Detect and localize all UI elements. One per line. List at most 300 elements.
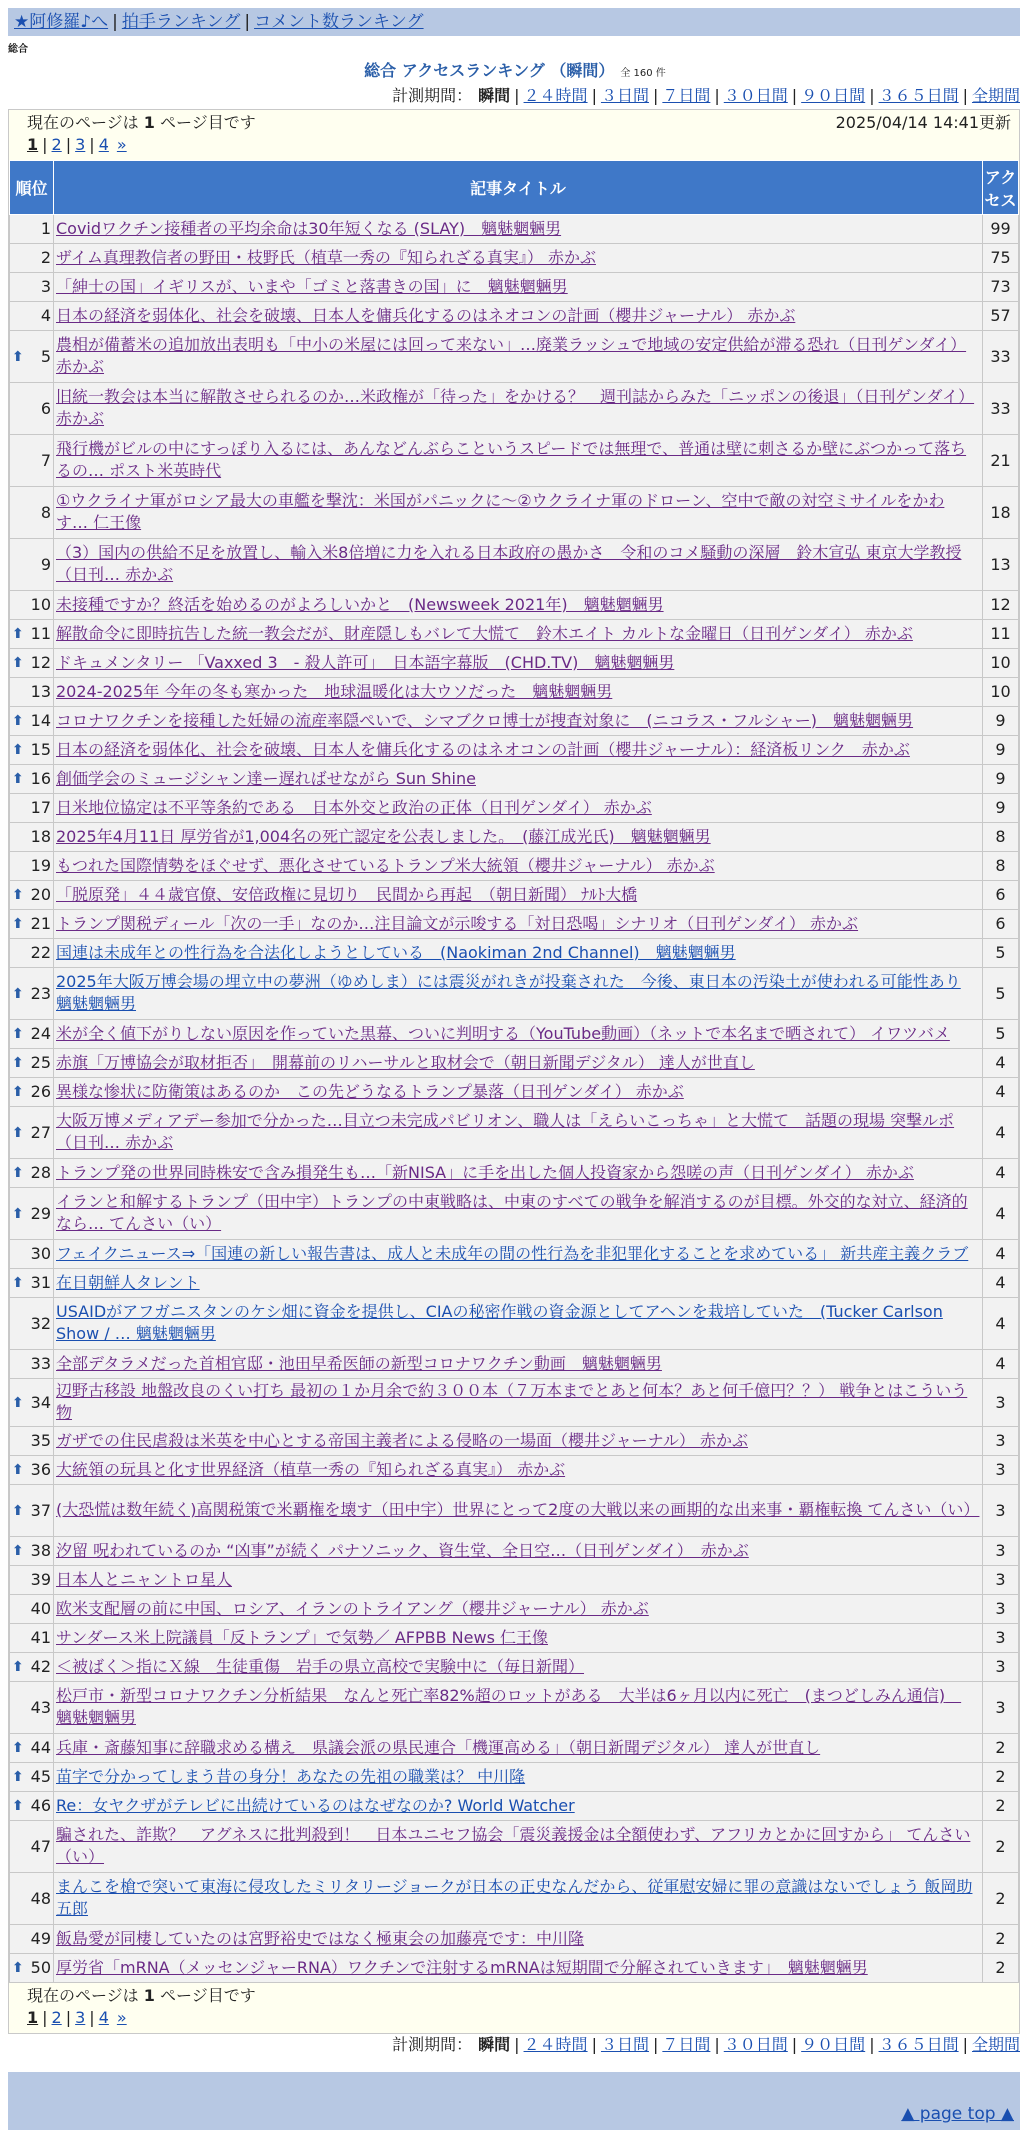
rank-cell xyxy=(10,881,54,910)
title-cell xyxy=(54,1269,983,1298)
access-count: 4 xyxy=(983,1188,1019,1240)
header-access: アクセス xyxy=(983,161,1019,215)
access-count: 5 xyxy=(983,939,1019,968)
table-row xyxy=(10,1954,1019,1983)
rank-number: 45 xyxy=(30,1767,51,1786)
title-cell xyxy=(54,1925,983,1954)
rank-number: 49 xyxy=(30,1929,51,1948)
pager-link-2[interactable]: 2 xyxy=(51,2008,62,2027)
nav-link-asyura[interactable]: ★阿修羅♪へ xyxy=(14,12,109,32)
pager-link-3[interactable]: 3 xyxy=(75,2008,86,2027)
article-title-link[interactable]: 大統領の玩具と化す世界経済（植草一秀の『知られざる真実』） 赤かぶ xyxy=(56,1459,566,1479)
access-count: 3 xyxy=(983,1485,1019,1537)
rank-number: 30 xyxy=(30,1244,51,1263)
table-row xyxy=(10,620,1019,649)
table-row xyxy=(10,1485,1019,1537)
rank-number: 29 xyxy=(30,1203,51,1223)
page-top-link[interactable]: ▲ page top ▲ xyxy=(901,2104,1014,2124)
article-title-link[interactable]: 国連は未成年との性行為を合法化しようとしている (Naokiman 2nd Channel) 魑魅魍魎男 xyxy=(56,942,736,962)
article-title-link[interactable]: ガザでの住民虐殺は米英を中心とする帝国主義者による侵略の一場面（櫻井ジャーナル） 赤かぶ xyxy=(56,1430,748,1450)
pagination-top: 1 | 2 | 3 | 4 » xyxy=(9,134,1019,160)
rank-number: 42 xyxy=(30,1657,51,1676)
period-link-90d[interactable]: ９０日間 xyxy=(801,86,866,105)
rank-cell xyxy=(10,1269,54,1298)
article-title-link[interactable]: もつれた国際情勢をほぐせず、悪化させているトランプ米大統領（櫻井ジャーナル） 赤かぶ xyxy=(56,855,715,875)
title-cell xyxy=(54,1954,983,1983)
rank-number: 8 xyxy=(40,502,51,522)
rank-number: 13 xyxy=(30,682,51,701)
rank-number: 27 xyxy=(30,1122,51,1142)
rank-cell xyxy=(10,302,54,331)
category-tag: 総合 xyxy=(8,44,28,55)
article-title-link[interactable]: 創価学会のミュージシャン達ー遅ればせながら Sun Shine xyxy=(56,768,476,788)
table-row xyxy=(10,1873,1019,1925)
rank-up-arrow-icon: ⬆ xyxy=(12,1165,24,1181)
article-title-link[interactable]: 2025年大阪万博会場の埋立中の夢洲（ゆめしま）には震災がれきが投棄された 今後、東日本の汚染土が使われる可能性あり 魑魅魍魎男 xyxy=(56,972,961,1013)
rank-number: 19 xyxy=(30,856,51,875)
rank-number: 41 xyxy=(30,1628,51,1647)
pager-link-4[interactable]: 4 xyxy=(98,135,109,154)
table-row xyxy=(10,591,1019,620)
rank-number: 28 xyxy=(30,1163,51,1182)
rank-cell xyxy=(10,1188,54,1240)
ranking-table xyxy=(9,160,1019,1983)
period-link-3d[interactable]: ３日間 xyxy=(600,2035,649,2054)
table-row xyxy=(10,1763,1019,1792)
table-row xyxy=(10,1240,1019,1269)
article-title-link[interactable]: 飯島愛が同棲していたのは宮野裕史ではなく極東会の加藤亮です：中川隆 xyxy=(56,1928,585,1948)
table-row xyxy=(10,435,1019,487)
rank-cell xyxy=(10,1107,54,1159)
title-cell xyxy=(54,620,983,649)
rank-cell xyxy=(10,215,54,244)
access-count: 13 xyxy=(983,539,1019,591)
title-cell xyxy=(54,1020,983,1049)
article-title-link[interactable]: 松戸市・新型コロナワクチン分析結果 なんと死亡率82%超のロットがある 大半は6ヶ月以内に死亡 (まつどしみん通信) 魑魅魍魎男 xyxy=(56,1686,962,1727)
current-page-text: 現在のページは 1 ページ目です xyxy=(27,113,256,132)
access-count: 11 xyxy=(983,620,1019,649)
access-count: 8 xyxy=(983,852,1019,881)
access-count: 9 xyxy=(983,736,1019,765)
rank-cell xyxy=(10,1379,54,1427)
access-count: 12 xyxy=(983,591,1019,620)
access-count: 33 xyxy=(983,331,1019,383)
title-cell xyxy=(54,244,983,273)
title-cell xyxy=(54,910,983,939)
article-title-link[interactable]: （3）国内の供給不足を放置し、輸入米8倍増に力を入れる日本政府の愚かさ 令和のコメ騒動の深層 鈴木宣弘 東京大学教授（日刊… 赤かぶ xyxy=(56,543,962,584)
rank-cell xyxy=(10,1427,54,1456)
access-count: 73 xyxy=(983,273,1019,302)
rank-up-arrow-icon: ⬆ xyxy=(12,1394,24,1411)
access-count: 3 xyxy=(983,1595,1019,1624)
title-cell xyxy=(54,881,983,910)
rank-cell xyxy=(10,823,54,852)
table-row xyxy=(10,1566,1019,1595)
article-title-link[interactable]: 農相が備蓄米の追加放出表明も「中小の米屋には回って来ない」…廃業ラッシュで地域の安定供給が滞る恐れ（日刊ゲンダイ） 赤かぶ xyxy=(56,335,967,376)
rank-number: 26 xyxy=(30,1082,51,1101)
pager-link-4[interactable]: 4 xyxy=(98,2008,109,2027)
title-cell xyxy=(54,1427,983,1456)
access-count: 3 xyxy=(983,1379,1019,1427)
article-title-link[interactable]: 異様な惨状に防衛策はあるのか この先どうなるトランプ暴落（日刊ゲンダイ） 赤かぶ xyxy=(56,1081,684,1101)
table-row xyxy=(10,1537,1019,1566)
rank-number: 16 xyxy=(30,769,51,788)
rank-cell xyxy=(10,1159,54,1188)
rank-number: 37 xyxy=(30,1500,51,1520)
table-row xyxy=(10,1298,1019,1350)
rank-number: 38 xyxy=(30,1541,51,1560)
page-info xyxy=(9,110,1019,134)
table-row xyxy=(10,823,1019,852)
table-row xyxy=(10,1350,1019,1379)
period-link-all[interactable]: 全期間 xyxy=(971,2035,1020,2054)
table-row xyxy=(10,1456,1019,1485)
article-title-link[interactable]: (大恐慌は数年続く)高関税策で米覇権を壊す（田中宇）世界にとって2度の大戦以来の画期的な出来事・覇権転換 てんさい（い） xyxy=(56,1500,980,1519)
title-cell xyxy=(54,383,983,435)
rank-number: 24 xyxy=(30,1024,51,1043)
title-cell xyxy=(54,435,983,487)
rank-up-arrow-icon: ⬆ xyxy=(12,1026,24,1042)
access-count: 10 xyxy=(983,678,1019,707)
title-cell xyxy=(54,1595,983,1624)
current-page-text-bottom: 現在のページは 1 ページ目です xyxy=(27,1986,256,2005)
article-title-link[interactable]: 2024-2025年 今年の冬も寒かった 地球温暖化は大ウソだった 魑魅魍魎男 xyxy=(56,681,613,701)
rank-number: 4 xyxy=(40,306,51,325)
article-title-link[interactable]: Re：女ヤクザがテレビに出続けているのはなぜなのか? World Watcher xyxy=(56,1795,575,1815)
article-title-link[interactable]: 飛行機がビルの中にすっぽり入るには、あんなどんぶらこというスピードでは無理で、普通は壁に刺さるか壁にぶつかって落ちるの… ポスト米英時代 xyxy=(56,439,967,480)
period-link-24h[interactable]: ２４時間 xyxy=(523,2035,588,2054)
rank-number: 50 xyxy=(30,1958,51,1977)
article-title-link[interactable]: 苗字で分かってしまう昔の身分！あなたの先祖の職業は？ 中川隆 xyxy=(56,1766,526,1786)
article-title-link[interactable]: イランと和解するトランプ（田中宇）トランプの中東戦略は、中東のすべての戦争を解消するのが目標。外交的な対立、経済的なら… てんさい（い） xyxy=(56,1192,968,1233)
article-title-link[interactable]: 「紳士の国」イギリスが、いまや「ゴミと落書きの国」に 魑魅魍魎男 xyxy=(56,276,568,296)
rank-cell xyxy=(10,852,54,881)
rank-number: 32 xyxy=(30,1313,51,1333)
access-count: 4 xyxy=(983,1159,1019,1188)
article-title-link[interactable]: ＜被ばく＞指にＸ線 生徒重傷 岩手の県立高校で実験中に（毎日新聞） xyxy=(56,1656,585,1676)
rank-number: 44 xyxy=(30,1738,51,1757)
title-cell xyxy=(54,1298,983,1350)
rank-number: 46 xyxy=(30,1796,51,1815)
rank-up-arrow-icon: ⬆ xyxy=(12,887,24,903)
article-title-link[interactable]: 全部デタラメだった首相官邸・池田早希医師の新型コロナワクチン動画 魑魅魍魎男 xyxy=(56,1353,662,1373)
access-count: 99 xyxy=(983,215,1019,244)
access-count: 4 xyxy=(983,1269,1019,1298)
access-count: 6 xyxy=(983,910,1019,939)
access-count: 9 xyxy=(983,765,1019,794)
table-row xyxy=(10,736,1019,765)
rank-up-arrow-icon: ⬆ xyxy=(12,1084,24,1100)
article-title-link[interactable]: 解散命令に即時抗告した統一教会だが、財産隠しもバレて大慌て 鈴木エイト カルトな金曜日（日刊ゲンダイ） 赤かぶ xyxy=(56,623,913,643)
title-cell xyxy=(54,1734,983,1763)
rank-number: 2 xyxy=(40,248,51,267)
pager-next[interactable]: » xyxy=(116,135,127,154)
rank-cell xyxy=(10,1595,54,1624)
rank-number: 43 xyxy=(30,1697,51,1717)
access-count: 5 xyxy=(983,1020,1019,1049)
article-title-link[interactable]: 辺野古移設 地盤改良のくい打ち 最初の１か月余で約３００本（７万本までとあと何本？あと何千億円？？） 戦争とはこういう物 xyxy=(56,1381,968,1422)
rank-cell xyxy=(10,273,54,302)
rank-cell xyxy=(10,1792,54,1821)
rank-number: 39 xyxy=(30,1570,51,1589)
access-count: 2 xyxy=(983,1792,1019,1821)
access-count: 3 xyxy=(983,1682,1019,1734)
rank-up-arrow-icon: ⬆ xyxy=(12,916,24,932)
period-link-365d[interactable]: ３６５日間 xyxy=(878,86,959,105)
article-title-link[interactable]: 厚労省「mRNA（メッセンジャーRNA）ワクチンで注射するmRNAは短期間で分解されていきます」 魑魅魍魎男 xyxy=(56,1957,868,1977)
rank-cell xyxy=(10,736,54,765)
title-cell xyxy=(54,591,983,620)
pager-current: 1 xyxy=(27,135,39,154)
rank-up-arrow-icon: ⬆ xyxy=(12,348,24,365)
period-selector-bottom: 計測期間： 瞬間 | ２４時間 | ３日間 | ７日間 | ３０日間 | ９０日間 | ３６５日間 | 全期間 xyxy=(392,2035,1020,2054)
article-title-link[interactable]: 大阪万博メディアデー参加で分かった…目立つ未完成パビリオン、職人は「えらいこっちゃ」と大慌て 話題の現場 突撃ルポ（日刊… 赤かぶ xyxy=(56,1111,955,1152)
rank-number: 21 xyxy=(30,914,51,933)
title-cell xyxy=(54,215,983,244)
period-current: 瞬間 xyxy=(478,2035,511,2054)
access-count: 9 xyxy=(983,794,1019,823)
rank-number: 48 xyxy=(30,1888,51,1908)
rank-up-arrow-icon: ⬆ xyxy=(12,1502,24,1519)
table-row xyxy=(10,1049,1019,1078)
rank-cell xyxy=(10,487,54,539)
table-row xyxy=(10,1379,1019,1427)
title-cell xyxy=(54,539,983,591)
table-row xyxy=(10,765,1019,794)
rank-up-arrow-icon: ⬆ xyxy=(12,1960,24,1976)
ranking-box xyxy=(8,109,1020,2034)
rank-cell xyxy=(10,1624,54,1653)
period-link-all[interactable]: 全期間 xyxy=(971,86,1020,105)
article-title-link[interactable]: Covidワクチン接種者の平均余命は30年短くなる (SLAY) 魑魅魍魎男 xyxy=(56,218,562,238)
title-cell xyxy=(54,1653,983,1682)
table-row xyxy=(10,244,1019,273)
rank-cell xyxy=(10,1020,54,1049)
ranking-heading xyxy=(0,60,1030,85)
article-title-link[interactable]: 米が全く値下がりしない原因を作っていた黒幕、ついに判明する（YouTube動画）（ネットで本名まで晒されて） イワツバメ xyxy=(56,1023,950,1043)
title-cell xyxy=(54,1682,983,1734)
rank-number: 15 xyxy=(30,740,51,759)
article-title-link[interactable]: ザイム真理教信者の野田・枝野氏（植草一秀の『知られざる真実』） 赤かぶ xyxy=(56,247,596,267)
rank-up-arrow-icon: ⬆ xyxy=(12,1798,24,1814)
pager-link-3[interactable]: 3 xyxy=(75,135,86,154)
table-row xyxy=(10,1427,1019,1456)
title-cell xyxy=(54,939,983,968)
article-title-link[interactable]: 汐留 呪われているのか “凶事”が続く パナソニック、資生堂、全日空…（日刊ゲンダイ） 赤かぶ xyxy=(56,1540,749,1560)
rank-number: 11 xyxy=(30,624,51,643)
article-title-link[interactable]: 在日朝鮮人タレント xyxy=(56,1272,200,1292)
period-link-24h[interactable]: ２４時間 xyxy=(523,86,588,105)
rank-cell xyxy=(10,1049,54,1078)
title-cell xyxy=(54,1821,983,1873)
article-title-link[interactable]: 赤旗「万博協会が取材拒否」 開幕前のリハーサルと取材会で（朝日新聞デジタル） 達人が世直し xyxy=(56,1052,755,1072)
rank-cell xyxy=(10,435,54,487)
rank-cell xyxy=(10,1485,54,1537)
rank-up-arrow-icon: ⬆ xyxy=(12,1124,24,1141)
access-count: 3 xyxy=(983,1624,1019,1653)
access-count: 33 xyxy=(983,383,1019,435)
access-count: 4 xyxy=(983,1107,1019,1159)
rank-cell xyxy=(10,1350,54,1379)
access-count: 9 xyxy=(983,707,1019,736)
rank-number: 34 xyxy=(30,1392,51,1412)
period-link-365d[interactable]: ３６５日間 xyxy=(878,2035,959,2054)
rank-number: 23 xyxy=(30,983,51,1003)
access-count: 21 xyxy=(983,435,1019,487)
article-title-link[interactable]: トランプ関税ディール「次の一手」なのか…注目論文が示唆する「対日恐喝」シナリオ（日刊ゲンダイ） 赤かぶ xyxy=(56,913,859,933)
article-title-link[interactable]: 日米地位協定は不平等条約である 日本外交と政治の正体（日刊ゲンダイ） 赤かぶ xyxy=(56,797,652,817)
rank-cell xyxy=(10,765,54,794)
rank-number: 10 xyxy=(30,595,51,614)
access-count: 2 xyxy=(983,1954,1019,1983)
table-row xyxy=(10,852,1019,881)
title-cell xyxy=(54,1078,983,1107)
rank-number: 35 xyxy=(30,1431,51,1450)
article-title-link[interactable]: まんこを槍で突いて東海に侵攻したミリタリージョークが日本の正史なんだから、従軍慰安婦に罪の意識はないでしょう 飯岡助五郎 xyxy=(56,1877,973,1918)
rank-up-arrow-icon: ⬆ xyxy=(12,1205,24,1222)
rank-number: 12 xyxy=(30,653,51,672)
table-row xyxy=(10,881,1019,910)
access-count: 3 xyxy=(983,1456,1019,1485)
period-link-30d[interactable]: ３０日間 xyxy=(723,2035,788,2054)
title-cell xyxy=(54,649,983,678)
title-cell xyxy=(54,1456,983,1485)
rank-number: 33 xyxy=(30,1354,51,1373)
rank-up-arrow-icon: ⬆ xyxy=(12,1659,24,1675)
article-title-link[interactable]: 旧統一教会は本当に解散させられるのか…米政権が「待った」をかける？ 週刊誌からみた「ニッポンの後退」（日刊ゲンダイ） 赤かぶ xyxy=(56,387,975,428)
rank-number: 7 xyxy=(40,450,51,470)
rank-cell xyxy=(10,1537,54,1566)
rank-cell xyxy=(10,244,54,273)
title-cell xyxy=(54,736,983,765)
title-cell xyxy=(54,1240,983,1269)
article-title-link[interactable]: 騙された、詐欺？ アグネスに批判殺到！ 日本ユニセフ協会「震災義援金は全額使わず、アフリカとかに回すから」 てんさい（い） xyxy=(56,1825,971,1866)
access-count: 4 xyxy=(983,1298,1019,1350)
article-title-link[interactable]: フェイクニュース⇒「国連の新しい報告書は、成人と未成年の間の性行為を非犯罪化することを求めている」 新共産主義クラブ xyxy=(56,1243,969,1263)
table-row xyxy=(10,1624,1019,1653)
table-row xyxy=(10,968,1019,1020)
table-row xyxy=(10,1159,1019,1188)
title-cell xyxy=(54,1763,983,1792)
article-title-link[interactable]: 日本人とニャントロ星人 xyxy=(56,1569,233,1589)
rank-cell xyxy=(10,1456,54,1485)
table-row xyxy=(10,487,1019,539)
rank-number: 14 xyxy=(30,711,51,730)
rank-number: 31 xyxy=(30,1273,51,1292)
article-title-link[interactable]: サンダース米上院議員「反トランプ」で気勢／ AFPBB News 仁王像 xyxy=(56,1627,549,1647)
rank-cell xyxy=(10,1240,54,1269)
nav-link-comment-ranking[interactable]: コメント数ランキング xyxy=(254,12,424,32)
title-cell xyxy=(54,823,983,852)
rank-cell xyxy=(10,1873,54,1925)
table-row xyxy=(10,215,1019,244)
access-count: 4 xyxy=(983,1049,1019,1078)
article-title-link[interactable]: ドキュメンタリー 「Vaxxed 3 - 殺人許可」 日本語字幕版 (CHD.TV) 魑魅魍魎男 xyxy=(56,652,675,672)
table-row xyxy=(10,1821,1019,1873)
title-cell xyxy=(54,331,983,383)
rank-cell xyxy=(10,591,54,620)
article-title-link[interactable]: 欧米支配層の前に中国、ロシア、イランのトライアング（櫻井ジャーナル） 赤かぶ xyxy=(56,1598,649,1618)
period-link-3d[interactable]: ３日間 xyxy=(600,86,649,105)
title-cell xyxy=(54,1188,983,1240)
period-link-90d[interactable]: ９０日間 xyxy=(801,2035,866,2054)
article-title-link[interactable]: 日本の経済を弱体化、社会を破壊、日本人を傭兵化するのはネオコンの計画（櫻井ジャーナル） 赤かぶ xyxy=(56,305,796,325)
rank-up-arrow-icon: ⬆ xyxy=(12,1055,24,1071)
period-selector-top: 計測期間： 瞬間 | ２４時間 | ３日間 | ７日間 | ３０日間 | ９０日間 | ３６５日間 | 全期間 xyxy=(392,86,1020,105)
rank-number: 17 xyxy=(30,798,51,817)
access-count: 4 xyxy=(983,1350,1019,1379)
period-link-7d[interactable]: ７日間 xyxy=(662,86,711,105)
article-title-link[interactable]: 日本の経済を弱体化、社会を破壊、日本人を傭兵化するのはネオコンの計画（櫻井ジャーナル）：経済板リンク 赤かぶ xyxy=(56,739,910,759)
table-row xyxy=(10,539,1019,591)
title-cell xyxy=(54,1485,983,1537)
pager-next[interactable]: » xyxy=(116,2008,127,2027)
pager-current: 1 xyxy=(27,2008,39,2027)
rank-cell xyxy=(10,1078,54,1107)
updated-timestamp: 2025/04/14 14:41更新 xyxy=(835,113,1011,132)
rank-up-arrow-icon: ⬆ xyxy=(12,1462,24,1478)
access-count: 5 xyxy=(983,968,1019,1020)
rank-number: 5 xyxy=(40,346,51,366)
title-cell xyxy=(54,1566,983,1595)
rank-cell xyxy=(10,649,54,678)
access-count: 4 xyxy=(983,1078,1019,1107)
rank-number: 47 xyxy=(30,1836,51,1856)
article-title-link[interactable]: 兵庫・斎藤知事に辞職求める構え 県議会派の県民連合「機運高める」（朝日新聞デジタル） 達人が世直し xyxy=(56,1737,821,1757)
title-cell xyxy=(54,1792,983,1821)
title-cell xyxy=(54,968,983,1020)
article-title-link[interactable]: 「脱原発」４４歳官僚、安倍政権に見切り 民間から再起 （朝日新聞） ﾅﾙﾄ大橋 xyxy=(56,884,638,904)
table-row xyxy=(10,707,1019,736)
article-title-link[interactable]: コロナワクチンを接種した妊婦の流産率隠ぺいで、シマブクロ博士が捜査対象に (ニコラス・フルシャー) 魑魅魍魎男 xyxy=(56,710,914,730)
rank-number: 36 xyxy=(30,1460,51,1479)
rank-cell xyxy=(10,539,54,591)
table-row xyxy=(10,331,1019,383)
rank-number: 1 xyxy=(40,219,51,238)
rank-cell xyxy=(10,939,54,968)
article-title-link[interactable]: 未接種ですか？終活を始めるのがよろしいかと (Newsweek 2021年) 魑魅魍魎男 xyxy=(56,594,664,614)
period-link-7d[interactable]: ７日間 xyxy=(662,2035,711,2054)
title-cell xyxy=(54,1350,983,1379)
rank-cell xyxy=(10,1763,54,1792)
title-cell xyxy=(54,707,983,736)
access-count: 4 xyxy=(983,1240,1019,1269)
title-cell xyxy=(54,765,983,794)
title-cell xyxy=(54,1049,983,1078)
nav-link-applause-ranking[interactable]: 拍手ランキング xyxy=(121,12,241,32)
table-row xyxy=(10,910,1019,939)
page-title: 総合 アクセスランキング （瞬間） xyxy=(364,61,615,80)
rank-cell xyxy=(10,620,54,649)
article-title-link[interactable]: トランプ発の世界同時株安で含み損発生も…「新NISA」に手を出した個人投資家から怨嗟の声（日刊ゲンダイ） 赤かぶ xyxy=(56,1162,914,1182)
table-row xyxy=(10,1682,1019,1734)
access-count: 2 xyxy=(983,1821,1019,1873)
rank-cell xyxy=(10,1925,54,1954)
article-title-link[interactable]: 2025年4月11日 厚労省が1,004名の死亡認定を公表しました。 (藤江成光氏) 魑魅魍魎男 xyxy=(56,826,711,846)
rank-cell xyxy=(10,1954,54,1983)
access-count: 57 xyxy=(983,302,1019,331)
title-cell xyxy=(54,1379,983,1427)
rank-cell xyxy=(10,1653,54,1682)
period-label: 計測期間： xyxy=(392,2035,473,2054)
rank-cell xyxy=(10,678,54,707)
article-title-link[interactable]: USAIDがアフガニスタンのケシ畑に資金を提供し、CIAの秘密作戦の資金源としてアヘンを栽培していた (Tucker Carlson Show / … 魑魅魍魎男 xyxy=(56,1302,943,1343)
pager-link-2[interactable]: 2 xyxy=(51,135,62,154)
table-row xyxy=(10,1653,1019,1682)
rank-up-arrow-icon: ⬆ xyxy=(12,1543,24,1559)
article-title-link[interactable]: ①ウクライナ軍がロシア最大の車艦を撃沈：米国がパニックに～②ウクライナ軍のドローン、空中で敵の対空ミサイルをかわす… 仁王像 xyxy=(56,491,945,532)
period-link-30d[interactable]: ３０日間 xyxy=(723,86,788,105)
